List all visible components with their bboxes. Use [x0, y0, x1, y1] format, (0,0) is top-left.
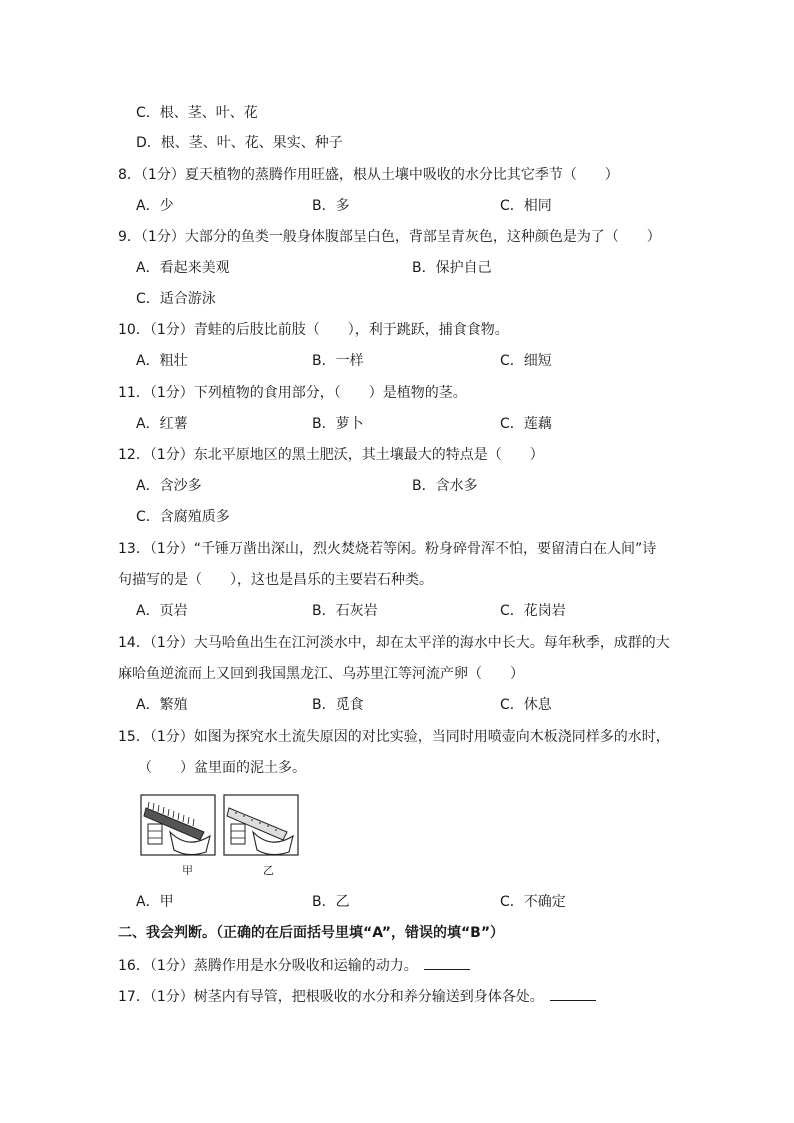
q14-option-c: C．休息: [500, 697, 552, 713]
q15-stem-line1: 15．（1分）如图为探究水土流失原因的对比实验，当同时用喷壶向木板浇同样多的水时，: [118, 729, 670, 745]
q12-option-b: B．含水多: [412, 478, 478, 494]
figure-label-yi: 乙: [263, 864, 274, 877]
section-2-title: 二、我会判断。（正确的在后面括号里填“A”，错误的填“B”）: [118, 925, 505, 941]
q11-option-b: B．萝卜: [312, 416, 364, 432]
q14-option-b: B．觅食: [312, 697, 364, 713]
q8-option-c: C．相同: [500, 198, 552, 214]
q9-stem: 9．（1分）大部分的鱼类一般身体腹部呈白色，背部呈青灰色，这种颜色是为了（ ）: [118, 229, 661, 245]
q13-option-c: C．花岗岩: [500, 603, 566, 619]
q11-option-c: C．莲藕: [500, 416, 552, 432]
q11-option-a: A．红薯: [136, 416, 188, 432]
q15-option-a: A．甲: [136, 894, 174, 910]
q12-option-c: C．含腐殖质多: [136, 509, 230, 525]
q9-option-b: B．保护自己: [412, 260, 492, 276]
q10-stem: 10．（1分）青蛙的后肢比前肢（ ），利于跳跃，捕食食物。: [118, 322, 509, 338]
q15-option-b: B．乙: [312, 894, 350, 910]
q8-stem: 8．（1分）夏天植物的蒸腾作用旺盛，根从土壤中吸收的水分比其它季节（ ）: [118, 167, 619, 183]
q14-stem-line2: 麻哈鱼逆流而上又回到我国黑龙江、乌苏里江等河流产卵（ ）: [118, 666, 524, 682]
q13-option-b: B．石灰岩: [312, 603, 378, 619]
q12-stem: 12．（1分）东北平原地区的黑土肥沃，其土壤最大的特点是（ ）: [118, 447, 544, 463]
q15-stem-line2: （ ）盆里面的泥土多。: [138, 760, 306, 776]
q16-line: [118, 955, 470, 976]
q12-option-a: A．含沙多: [136, 478, 202, 494]
q13-stem-line1: 13．（1分）“千锤万凿出深山，烈火焚烧若等闲。粉身碎骨浑不怕，要留清白在人间”诗: [118, 541, 657, 557]
q14-option-a: A．繁殖: [136, 697, 188, 713]
q16-answer-blank[interactable]: [424, 955, 470, 970]
q16-stem: 16．（1分）蒸腾作用是水分吸收和运输的动力。: [118, 958, 418, 974]
q8-option-a: A．少: [136, 198, 174, 214]
q17-line: [118, 986, 596, 1007]
panel-jia-block: [148, 824, 162, 844]
q9-option-a: A．看起来美观: [136, 260, 230, 276]
figure-label-jia: 甲: [182, 864, 193, 877]
q7-option-d: D．根、茎、叶、花、果实、种子: [136, 135, 343, 151]
q17-stem: 17．（1分）树茎内有导管，把根吸收的水分和养分输送到身体各处。: [118, 989, 544, 1005]
q9-option-c: C．适合游泳: [136, 291, 216, 307]
soil-erosion-experiment-figure: [140, 794, 300, 884]
q10-option-a: A．粗壮: [136, 353, 188, 369]
panel-yi-block: [231, 824, 245, 844]
q8-option-b: B．多: [312, 198, 350, 214]
q11-stem: 11．（1分）下列植物的食用部分，（ ）是植物的茎。: [118, 385, 467, 401]
experiment-diagram: [140, 794, 300, 884]
q14-stem-line1: 14．（1分）大马哈鱼出生在江河淡水中，却在太平洋的海水中长大。每年秋季，成群的大: [118, 635, 670, 651]
q13-stem-line2: 句描写的是（ ），这也是昌乐的主要岩石种类。: [118, 572, 433, 588]
q17-answer-blank[interactable]: [550, 986, 596, 1001]
q10-option-b: B．一样: [312, 353, 364, 369]
q15-option-c: C．不确定: [500, 894, 566, 910]
q13-option-a: A．页岩: [136, 603, 188, 619]
q10-option-c: C．细短: [500, 353, 552, 369]
q7-option-c: C．根、茎、叶、花: [136, 105, 258, 121]
